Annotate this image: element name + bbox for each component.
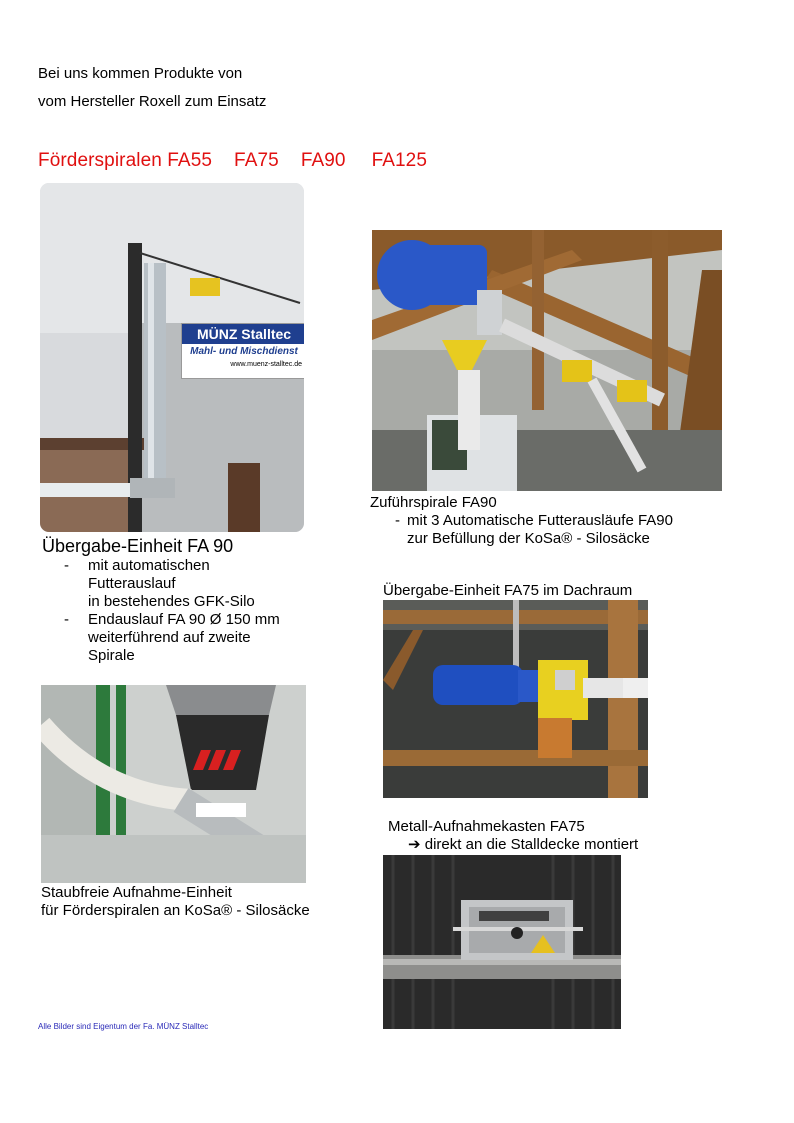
- caption-feed-spiral-fa90: [370, 494, 673, 548]
- heading-title: Förderspiralen FA55: [38, 150, 213, 171]
- photo-metal-intake-box: [383, 855, 621, 1029]
- bullet-2-line-2: weiterführend auf zweite: [88, 629, 251, 646]
- bullet-1-line-3: in bestehendes GFK-Silo: [88, 593, 255, 610]
- intro-line-1: Bei uns kommen Produkte von: [38, 65, 243, 82]
- caption-metal-intake-desc: direkt an die Stalldecke montiert: [424, 836, 639, 853]
- caption-transfer-unit-bullet-1: - mit automatischen Futterauslauf in bestehendes GFK-Silo: [42, 557, 280, 611]
- caption-transfer-unit-fa90: [42, 536, 280, 665]
- logo-brand: MÜNZ Stalltec: [182, 324, 304, 344]
- caption-dustfree-intake: [41, 884, 310, 920]
- heading-model-fa125: FA125: [371, 150, 428, 171]
- caption-transfer-unit-fa75: Übergabe-Einheit FA75 im Dachraum: [383, 582, 633, 599]
- caption-transfer-unit-bullet-2: - Endauslauf FA 90 Ø 150 mm weiterführend auf zweite Spirale: [64, 611, 280, 664]
- muenz-stalltec-logo: [181, 323, 304, 379]
- intro-text: [38, 63, 266, 113]
- logo-url: www.muenz-stalltec.de: [230, 361, 302, 368]
- photo-dustfree-intake-unit: [41, 685, 306, 883]
- right-arrow-icon: ➔: [408, 836, 421, 853]
- caption-feed-spiral-bullet: - mit 3 Automatische Futterausläufe FA90 zur Befüllung der KoSa® - Silosäcke: [395, 512, 673, 547]
- caption-metal-intake-title: Metall-Aufnahmekasten FA75: [388, 818, 585, 835]
- heading-model-fa90: FA90: [300, 150, 346, 171]
- logo-tagline: Mahl- und Mischdienst: [190, 346, 298, 357]
- page-heading: [38, 150, 449, 172]
- bullet-2-line-3: Spirale: [88, 647, 135, 664]
- bullet-2-line-1: Endauslauf FA 90 Ø 150 mm: [88, 611, 280, 628]
- photo-transfer-unit-fa75: [383, 600, 648, 798]
- caption-metal-intake-box: [388, 818, 638, 854]
- bullet-1-line-2: Futterauslauf: [88, 575, 176, 592]
- feed-spiral-bullet-line-2: zur Befüllung der KoSa® - Silosäcke: [407, 530, 650, 547]
- caption-metal-intake-arrow-line: [388, 836, 638, 854]
- heading-model-fa75: FA75: [234, 150, 279, 171]
- caption-dustfree-line-1: Staubfreie Aufnahme-Einheit: [41, 884, 232, 901]
- caption-feed-spiral-title: Zuführspirale FA90: [370, 494, 497, 511]
- feed-spiral-bullet-line-1: mit 3 Automatische Futterausläufe FA90: [407, 512, 673, 529]
- photo-silo-transfer-unit: [40, 183, 304, 532]
- photo-feed-spiral-fa90: [372, 230, 722, 491]
- intro-line-2: vom Hersteller Roxell zum Einsatz: [38, 93, 267, 110]
- bullet-1-line-1: mit automatischen: [88, 557, 210, 574]
- caption-transfer-unit-title: Übergabe-Einheit FA 90: [42, 536, 234, 556]
- caption-dustfree-line-2: für Förderspiralen an KoSa® - Silosäcke: [41, 902, 310, 919]
- copyright-footer: Alle Bilder sind Eigentum der Fa. MÜNZ Stalltec: [38, 1022, 209, 1031]
